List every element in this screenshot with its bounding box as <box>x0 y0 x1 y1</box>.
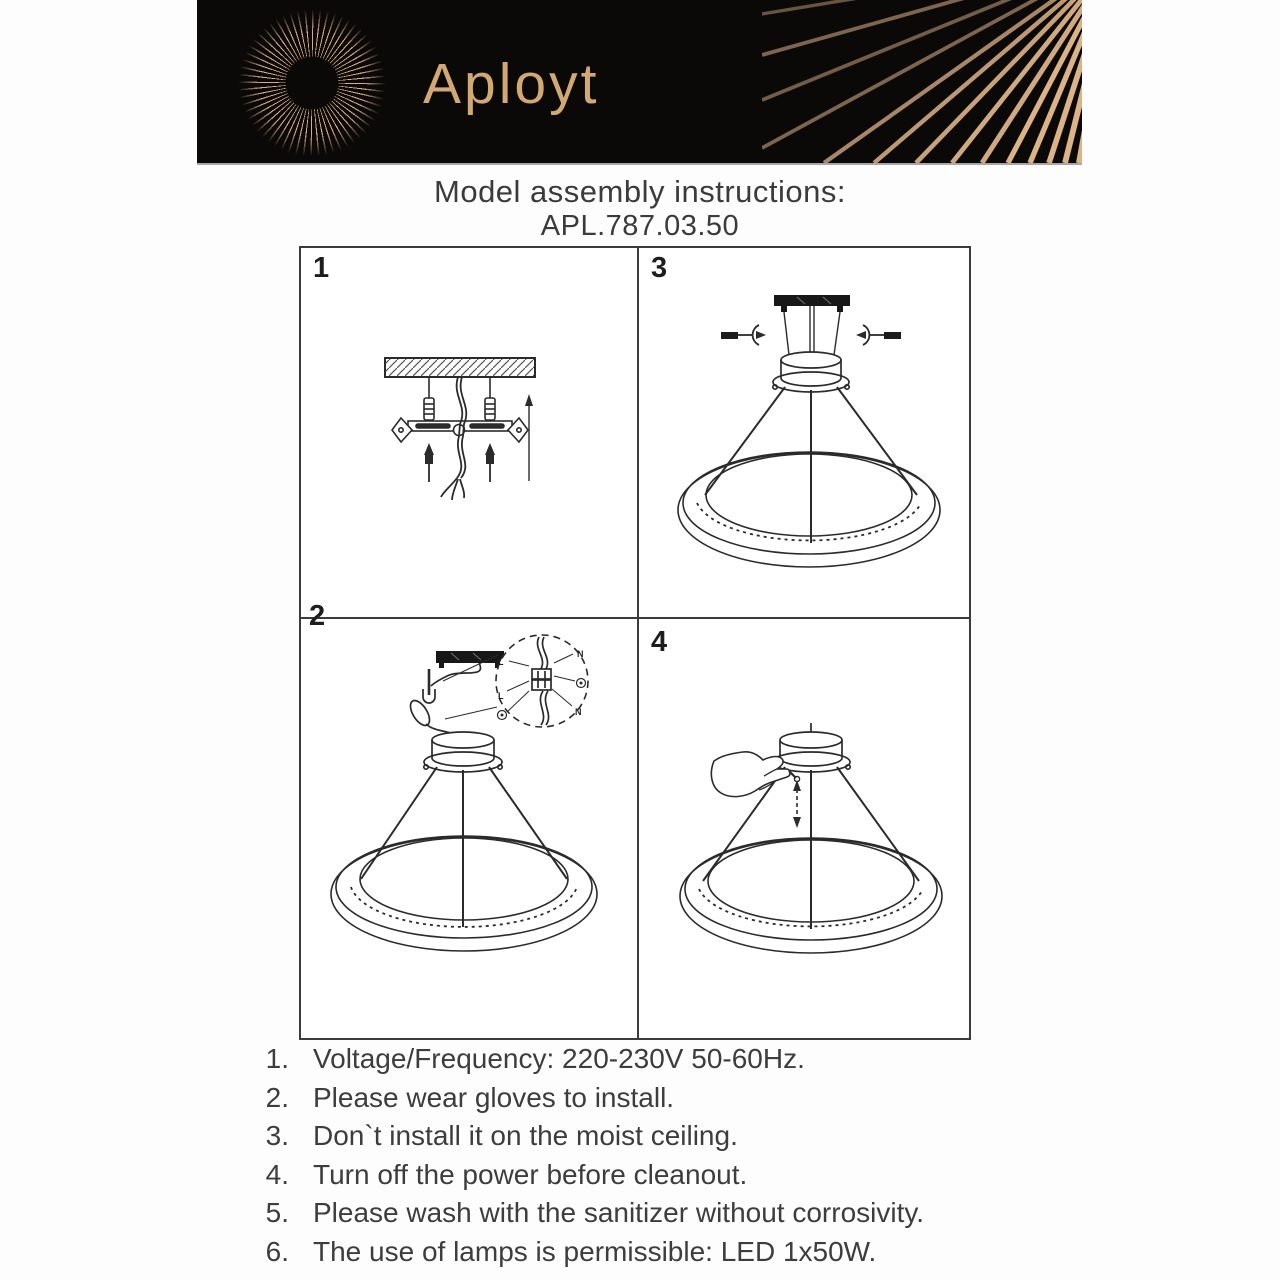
list-item <box>255 1117 1055 1156</box>
list-item-text: Voltage/Frequency: 220-230V 50-60Hz. <box>313 1043 805 1074</box>
list-item-number: 6. <box>265 1235 289 1267</box>
list-item <box>255 1156 1055 1195</box>
wiring-label-l-top: L <box>498 657 504 667</box>
list-item-number: 3. <box>265 1120 289 1151</box>
list-item-text: The use of lamps is permissible: LED 1x50W. <box>313 1235 877 1267</box>
page-title: Model assembly instructions: <box>434 174 846 209</box>
canopy <box>772 723 850 772</box>
canopy <box>424 732 502 772</box>
diagram-step-1 <box>301 248 637 617</box>
brand-name: Aployt <box>423 52 600 116</box>
model-number: APL.787.03.50 <box>540 210 740 242</box>
diagram-step-4 <box>639 619 973 1040</box>
side-screw-right <box>856 325 901 345</box>
list-item <box>255 1079 1055 1118</box>
step-2-number: 2 <box>309 600 326 632</box>
list-item-text: Don`t install it on the moist ceiling. <box>313 1120 738 1151</box>
list-item <box>255 1233 1055 1272</box>
step-1-number: 1 <box>313 252 330 284</box>
light-ring <box>678 452 940 567</box>
power-wire <box>441 377 466 500</box>
diagram-step-3 <box>639 248 973 617</box>
step-3-number: 3 <box>651 252 668 284</box>
screws <box>424 443 495 482</box>
wiring-callout <box>496 635 588 727</box>
sunburst-logo-icon <box>237 8 387 158</box>
magnifier-cone <box>443 655 498 719</box>
suspension-cables <box>361 767 567 927</box>
side-screw-left <box>721 325 766 345</box>
list-item-number: 5. <box>265 1197 289 1228</box>
wiring-label-l-mid: L <box>498 691 504 701</box>
list-item <box>255 1040 1055 1079</box>
hand <box>711 752 799 797</box>
canopy <box>773 352 849 392</box>
list-item-number: 2. <box>265 1081 289 1113</box>
ceiling <box>385 358 535 377</box>
list-item <box>255 1194 1055 1233</box>
hook-assembly <box>407 663 481 738</box>
ceiling-plate <box>774 295 850 312</box>
ceiling-plate <box>436 651 504 668</box>
brand-banner <box>197 0 1082 165</box>
wiring-label-n-top: N <box>577 649 584 659</box>
diagram-step-2 <box>301 619 637 1040</box>
step-4-number: 4 <box>651 626 668 658</box>
wiring-label-n-bottom: N <box>575 707 582 717</box>
list-item-text: Turn off the power before cleanout. <box>313 1158 748 1190</box>
assembly-diagram-grid <box>299 246 971 1040</box>
list-item-number: 4. <box>265 1158 289 1190</box>
list-item-number: 1. <box>265 1043 289 1074</box>
corner-rays-icon <box>762 0 1082 163</box>
instruction-list <box>255 1040 1055 1271</box>
list-item-text: Please wash with the sanitizer without corrosivity. <box>313 1197 925 1228</box>
adjust-arrow <box>793 780 801 828</box>
up-arrow <box>525 394 533 481</box>
list-item-text: Please wear gloves to install. <box>313 1081 675 1113</box>
